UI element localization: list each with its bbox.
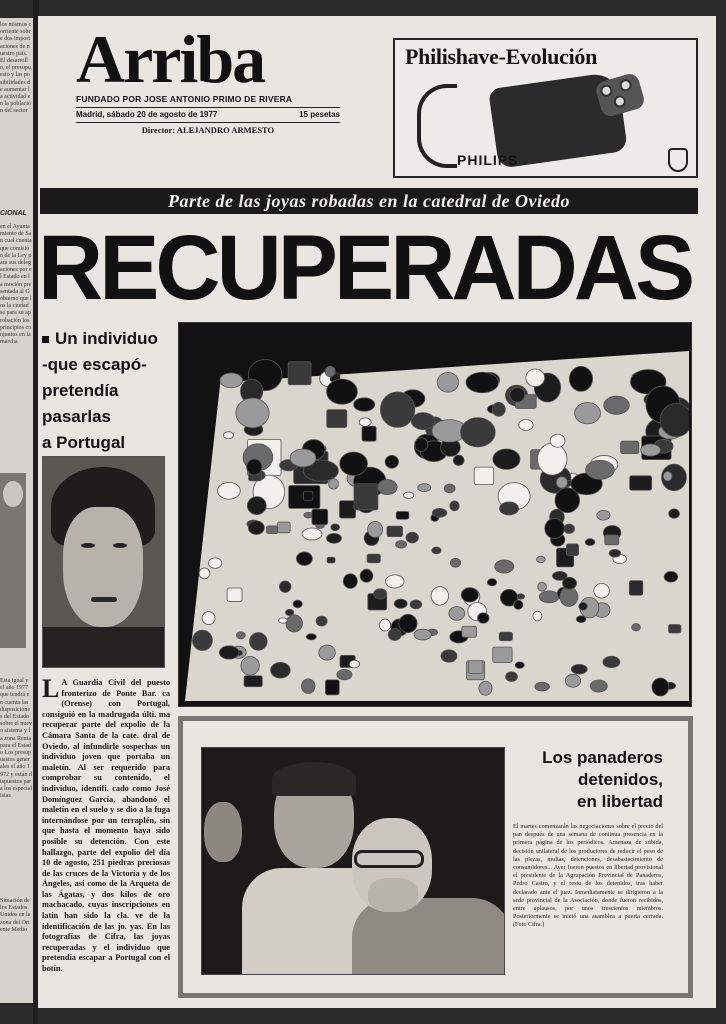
gemstone: [354, 484, 378, 510]
gemstone: [359, 418, 371, 427]
gemstone: [380, 392, 414, 428]
gemstone: [499, 632, 512, 640]
portrait-shirt: [43, 627, 165, 668]
article-text: A Guardia Civil del puesto fronterizo de Ponte Bar. ca (Orense) con Portugal, consiguió en la madrugada últi. ma recuperar parte del expolio de la Cámara Santa de la cate. dral de Oviedo, al infundirle sospechas un individuo joven que portaba un maletín. Al ser requerido para comprobar su contenido, el individuo, identifi. cado como José Domínguez García, abandonó el maletín en el suelo y se dio a la fuga internándose por un terraplén, sin que hasta el momento haya sido posible su detención. Con este hallazgo, parte del expolio del día 10 de agosto, 251 piedras preciosas de las cruces de la Victoria y de los Ángeles, así como de la Arqueta de las Ágatas, y dos kilos de oro machacado, cuyas inscripciones en latín han sido la cla. ve de la identificación de las jo. yas. En las fotografías de Cifra, las joyas recuperadas y el individuo que pretendía escapar a Portugal con el botín.: [42, 678, 170, 974]
subheadline-line: a Portugal: [42, 433, 126, 452]
gemstone: [349, 660, 359, 668]
gemstone: [218, 482, 241, 499]
gemstone: [319, 645, 336, 660]
shaver-blade: [599, 83, 614, 98]
gemstone: [535, 682, 550, 691]
gemstone: [571, 664, 587, 674]
adjacent-page-text: los mismos corriente sobre dos importaciones de nuestro país. El desarrollo, el presupuesto y las posibilidades de aumentar la actividad en la población del sector: [0, 22, 32, 115]
gemstone: [468, 661, 483, 674]
gemstone: [385, 455, 398, 468]
gemstone: [564, 524, 575, 533]
kicker-banner: Parte de las joyas robadas en la catedral de Oviedo: [40, 188, 698, 214]
ad-brand: PHILIPS: [457, 152, 519, 168]
gemstone: [609, 549, 621, 557]
gemstone: [453, 455, 464, 465]
portrait-eye: [81, 543, 95, 548]
gemstone: [579, 603, 587, 611]
gemstone: [296, 552, 312, 565]
gemstone: [337, 670, 352, 680]
gemstone: [432, 547, 441, 554]
gemstone: [663, 471, 672, 480]
gemstone: [271, 662, 291, 678]
gemstone: [652, 678, 669, 696]
subheadline-line: pretendía: [42, 381, 119, 400]
gemstone: [603, 656, 620, 667]
gemstone: [597, 510, 610, 520]
gemstone: [437, 372, 458, 392]
gemstone: [249, 633, 267, 651]
gemstone: [368, 521, 383, 537]
bullet-icon: [42, 336, 49, 343]
gemstone: [466, 372, 499, 393]
gemstone: [515, 662, 524, 668]
gemstone: [493, 449, 520, 469]
gemstone: [410, 600, 422, 609]
gemstone: [220, 373, 243, 388]
gemstone: [594, 584, 610, 599]
gemstone: [378, 480, 398, 495]
gemstone: [306, 634, 316, 640]
gemstone: [340, 501, 356, 518]
box-headline: Los panaderos detenidos, en libertad: [542, 748, 663, 811]
bakers-news-box: [178, 716, 693, 998]
subheadline-line: -que escapó-: [42, 355, 147, 374]
gemstone: [327, 410, 347, 428]
gemstone: [585, 539, 595, 546]
gemstone: [325, 680, 339, 695]
gemstone: [327, 379, 358, 404]
photo-person-background: [204, 802, 242, 862]
gemstone: [223, 432, 233, 439]
gemstone: [302, 528, 322, 540]
gemstone: [545, 518, 564, 538]
released-bakers-photo: [201, 747, 505, 975]
gemstone: [450, 558, 460, 567]
gemstone: [286, 615, 303, 632]
gemstone: [396, 541, 407, 548]
gemstone: [538, 582, 547, 591]
gemstone: [536, 556, 545, 562]
gemstone: [279, 618, 288, 623]
gemstone: [387, 526, 403, 536]
gemstone: [360, 570, 373, 583]
gemstone: [533, 611, 542, 621]
portrait-moustache: [91, 597, 117, 602]
gemstone: [569, 366, 592, 391]
gemstone: [605, 535, 619, 545]
dateline: [76, 110, 340, 123]
gemstone: [432, 508, 447, 517]
issue-price: 15 pesetas: [299, 110, 340, 119]
subheadline-line: Un individuo: [42, 326, 162, 352]
gemstone: [247, 497, 266, 515]
gemstone: [411, 413, 435, 430]
gemstone: [388, 629, 401, 641]
founded-line: FUNDADO POR JOSE ANTONIO PRIMO DE RIVERA: [76, 94, 340, 108]
shaver-cord-illustration: [417, 84, 457, 168]
gemstone: [669, 625, 681, 633]
gemstone: [462, 626, 477, 637]
gemstone: [566, 544, 578, 556]
gemstone: [495, 560, 514, 573]
gemstone: [500, 502, 519, 515]
gemstone: [492, 402, 505, 416]
page-bottom-edge: [38, 1008, 716, 1024]
gemstone: [386, 575, 404, 588]
gemstone: [630, 476, 652, 490]
adjacent-page-text: Esta igual y el año 1977 que tendrá en cuenta las disposiciones del Estado sobre el nuevo sistema y la zona Renta para el Estado Los presupuestos generales el año 1972 y están dispuestos para los especialistas: [0, 678, 32, 800]
gemstone: [461, 418, 496, 447]
gemstone: [565, 674, 580, 687]
gemstone: [519, 420, 533, 431]
article-body: [42, 674, 170, 975]
gemstone: [227, 588, 242, 601]
gemstone: [576, 616, 586, 623]
gemstone: [340, 452, 368, 475]
photo-embrace-hand: [368, 878, 418, 912]
gemstone: [586, 460, 615, 479]
gemstone: [493, 647, 512, 662]
box-body-text: El martes comenzarán las negociaciones sobre el precio del pan después de una semana de continua presencia en la primera página de los periódicos. Amenaza de subida, decisión unilateral de los productores de reducir el peso de las piezas, multas, detenciones, desabastecimiento de consumidores... Ayer fueron puestos en libertad provisional el presidente de la Agrupación Provincial de Panaderos, Pedro Castro, y el resto de los detenidos, tras haber declarado ante el juez. Inmediatamente se dirigieron a la sede provincial de la Asociación, donde fueron recibidos, entre aplausos, por unos trescientos miembros. Posteriormente se inició una asamblea a puerta cerrada. (Foto Cifra.): [513, 823, 663, 929]
gemstone: [316, 616, 327, 626]
gemstone: [560, 587, 578, 606]
gemstone: [248, 521, 264, 535]
gemstone: [394, 599, 407, 608]
gemstone: [285, 609, 293, 615]
shaver-blade: [618, 78, 633, 93]
adjacent-page: [0, 18, 34, 1003]
gemstone: [660, 404, 689, 437]
gemstone: [354, 398, 375, 411]
jewels-illustration: [185, 351, 689, 701]
gemstone: [664, 571, 678, 582]
gemstone: [621, 441, 639, 453]
adjacent-page-text: en el Ayuntamiento de San cual cuenta que comisión de la Ley para sus delegaciones por el Estado en la moción presentada al Gobierno que los la ciudad se para su aprobación los principios conjuntos en la marcha: [0, 224, 32, 346]
main-headline: RECUPERADAS: [38, 220, 692, 319]
gemstone: [641, 444, 661, 456]
gemstone: [537, 443, 566, 475]
gemstone: [563, 577, 577, 589]
gemstone: [367, 554, 380, 563]
gemstone: [403, 492, 413, 498]
gemstone: [293, 600, 302, 608]
gemstone: [629, 581, 643, 596]
recovered-jewels-photo: [178, 322, 692, 707]
gemstone: [199, 568, 210, 579]
philishave-advertisement: [393, 38, 698, 178]
gemstone: [415, 438, 428, 452]
gemstone: [301, 679, 315, 694]
newspaper-front-page: [38, 16, 716, 1008]
gemstone: [267, 526, 278, 534]
gemstone: [288, 362, 311, 385]
gemstone: [279, 581, 291, 593]
gemstone: [327, 557, 335, 563]
gemstone: [236, 398, 269, 428]
director-line: Director: ALEJANDRO ARMESTO: [141, 125, 275, 135]
gemstone: [192, 630, 212, 650]
gemstone: [343, 574, 357, 589]
gemstone: [431, 587, 448, 605]
gemstone: [312, 509, 328, 524]
ad-title: Philishave-Evolución: [405, 44, 598, 69]
gemstone: [244, 676, 262, 687]
philips-shield-icon: [668, 148, 688, 172]
gemstone: [526, 369, 545, 387]
gemstone: [247, 459, 262, 475]
gemstone: [379, 619, 390, 631]
gemstone: [396, 512, 409, 520]
gemstone: [444, 484, 455, 493]
shaver-head: [594, 72, 646, 119]
photo-person-hair: [272, 762, 356, 796]
gemstone: [329, 479, 339, 490]
subheadline-line: pasarlas: [42, 407, 111, 426]
gemstone: [632, 624, 641, 631]
gemstone: [327, 533, 342, 543]
gemstone: [461, 588, 478, 602]
gemstone: [219, 646, 239, 659]
adjacent-page-photo: [0, 473, 26, 648]
adjacent-page-heading: CIONAL: [0, 210, 27, 217]
portrait-eye: [113, 543, 127, 548]
gemstone: [550, 434, 565, 447]
gemstone: [325, 366, 335, 376]
portrait-face: [63, 507, 143, 627]
gemstone: [539, 591, 559, 603]
gemstone: [209, 558, 222, 568]
gemstone: [399, 614, 417, 632]
suspect-portrait-photo: [42, 456, 165, 668]
gemstone: [441, 650, 457, 663]
gemstone: [514, 600, 523, 609]
adjacent-page-text: Situación de los Estados Unidos en la zona del Oriente Medio: [0, 898, 31, 933]
newspaper-logo: Arriba: [76, 21, 265, 97]
gemstone: [575, 403, 601, 424]
gemstone: [362, 426, 376, 441]
gemstone: [477, 613, 489, 623]
gemstone: [510, 387, 525, 402]
gemstone: [331, 524, 340, 531]
drop-cap: L: [42, 674, 60, 703]
issue-date: Madrid, sábado 20 de agosto de 1977: [76, 110, 218, 119]
gemstone: [506, 672, 518, 682]
gemstone: [202, 612, 215, 625]
gemstone: [414, 629, 431, 640]
shaver-blade: [612, 94, 627, 109]
masthead: [76, 21, 340, 135]
gemstone: [479, 681, 492, 695]
gemstone: [450, 501, 459, 511]
gemstone: [277, 522, 290, 533]
gemstone: [290, 449, 316, 467]
gemstone: [590, 680, 607, 692]
gemstone: [474, 467, 493, 484]
gemstone: [669, 509, 680, 518]
gemstone: [604, 396, 630, 414]
subheadline: [42, 326, 162, 456]
gemstone: [418, 484, 431, 492]
gemstone: [556, 477, 567, 488]
gemstone: [303, 491, 313, 500]
gemstone: [241, 656, 259, 675]
gemstone: [236, 632, 245, 639]
photo-glasses: [354, 850, 424, 868]
gemstone: [487, 579, 496, 586]
gemstone: [449, 607, 465, 621]
gemstone: [406, 532, 418, 543]
gemstone: [374, 589, 387, 599]
